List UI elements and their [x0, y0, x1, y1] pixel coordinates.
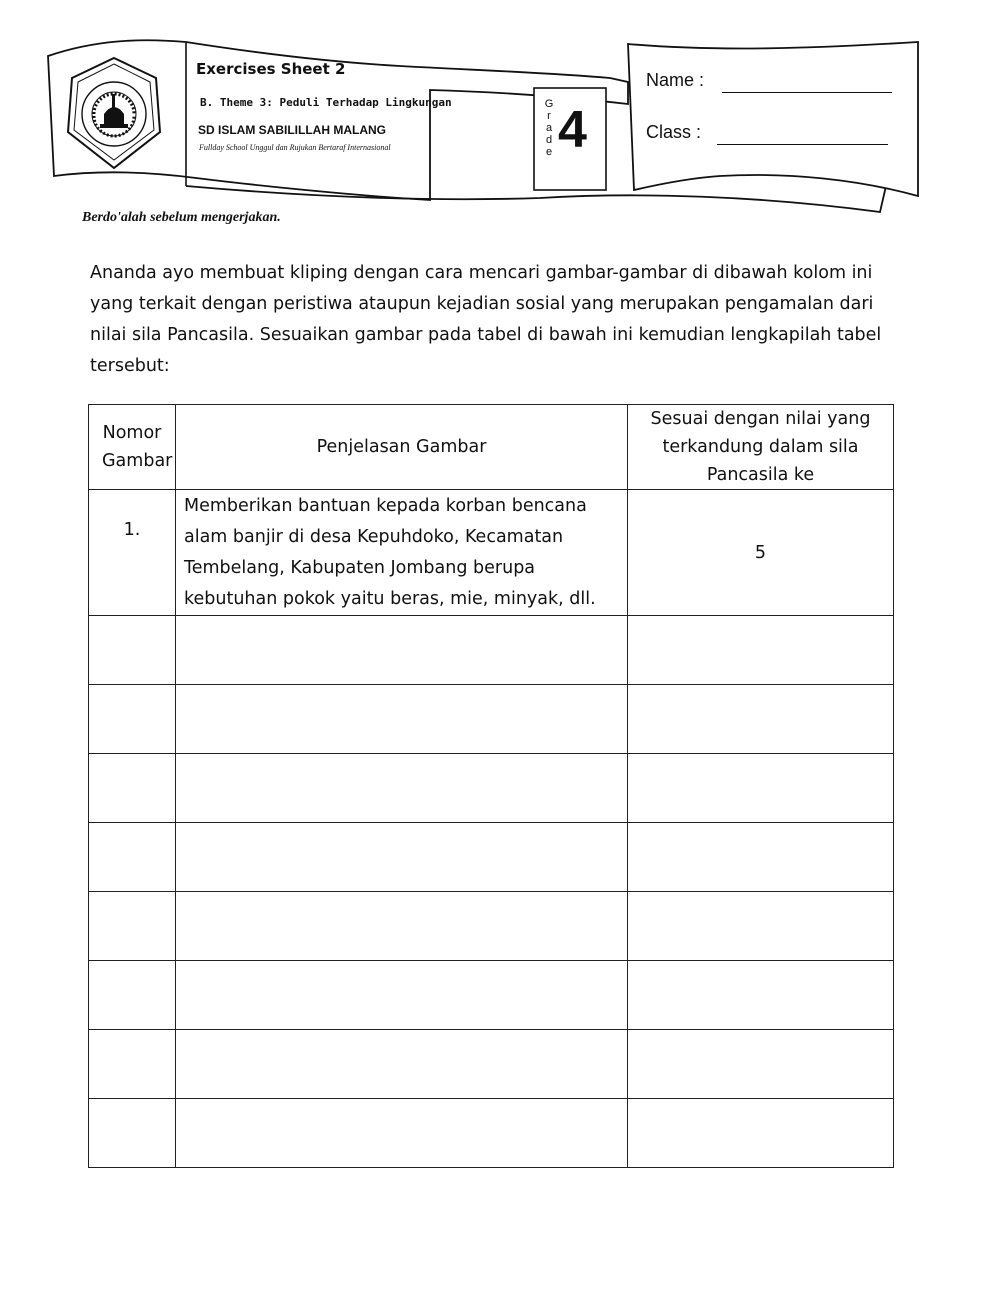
table-header-row [89, 405, 894, 490]
row-number[interactable] [89, 1099, 176, 1168]
row-description[interactable] [176, 1030, 628, 1099]
row-description[interactable]: Memberikan bantuan kepada korban bencana alam banjir di desa Kepuhdoko, Kecamatan Tembelang, Kabupaten Jombang berupa kebutuhan pokok yaitu beras, mie, minyak, dll. [176, 490, 628, 616]
school-logo-icon [64, 54, 164, 172]
table-row [89, 754, 894, 823]
theme-label: B. Theme 3: Peduli Terhadap Lingkungan [200, 96, 452, 109]
row-sila[interactable] [628, 1030, 894, 1099]
row-sila[interactable] [628, 685, 894, 754]
table-row [89, 616, 894, 685]
row-sila[interactable] [628, 1099, 894, 1168]
table-row [89, 892, 894, 961]
row-number[interactable]: 1. [89, 490, 176, 616]
row-description[interactable] [176, 754, 628, 823]
row-number[interactable] [89, 1030, 176, 1099]
table-row [89, 1099, 894, 1168]
row-description[interactable] [176, 823, 628, 892]
grade-letter: r [547, 110, 551, 122]
header-description: Penjelasan Gambar [176, 405, 628, 490]
row-sila[interactable]: 5 [628, 490, 894, 616]
prayer-note: Berdo'alah sebelum mengerjakan. [82, 210, 281, 225]
class-label: Class : [646, 122, 702, 142]
class-field[interactable] [717, 144, 888, 145]
row-number[interactable] [89, 616, 176, 685]
row-number[interactable] [89, 685, 176, 754]
grade-number: 4 [558, 101, 587, 159]
row-number[interactable] [89, 892, 176, 961]
clipping-table [88, 404, 894, 1168]
grade-letter: a [545, 122, 553, 134]
school-name: SD ISLAM SABILILLAH MALANG [198, 123, 386, 137]
grade-letter: d [545, 134, 553, 146]
grade-letter: e [545, 146, 553, 158]
sheet-title: Exercises Sheet 2 [196, 60, 346, 78]
table-row [89, 490, 894, 616]
table-row [89, 1030, 894, 1099]
table-row [89, 685, 894, 754]
row-description[interactable] [176, 1099, 628, 1168]
row-description[interactable] [176, 616, 628, 685]
instructions-paragraph: Ananda ayo membuat kliping dengan cara mencari gambar-gambar di dibawah kolom ini yang terkait dengan peristiwa ataupun kejadian sosial yang merupakan pengamalan dari nilai sila Pancasila. Sesuaikan gambar pada tabel di bawah ini kemudian lengkapilah tabel tersebut: [90, 263, 882, 376]
row-number[interactable] [89, 823, 176, 892]
row-sila[interactable] [628, 823, 894, 892]
table-row [89, 961, 894, 1030]
row-sila[interactable] [628, 616, 894, 685]
name-field[interactable] [722, 92, 892, 93]
table-row [89, 823, 894, 892]
row-number[interactable] [89, 754, 176, 823]
row-description[interactable] [176, 685, 628, 754]
row-sila[interactable] [628, 892, 894, 961]
row-sila[interactable] [628, 754, 894, 823]
header-sila-text: Sesuai dengan nilai yang terkandung dalam sila Pancasila ke [650, 409, 871, 485]
school-motto: Fullday School Unggul dan Rujukan Bertaraf Internasional [199, 143, 391, 152]
row-description[interactable] [176, 961, 628, 1030]
row-sila[interactable] [628, 961, 894, 1030]
grade-label [543, 98, 555, 158]
name-label: Name : [646, 70, 705, 90]
grade-letter: G [544, 98, 554, 110]
header-sila [628, 405, 894, 490]
header-number-text: Nomor Gambar [102, 423, 173, 471]
row-number[interactable] [89, 961, 176, 1030]
row-description[interactable] [176, 892, 628, 961]
header-number [89, 405, 176, 490]
